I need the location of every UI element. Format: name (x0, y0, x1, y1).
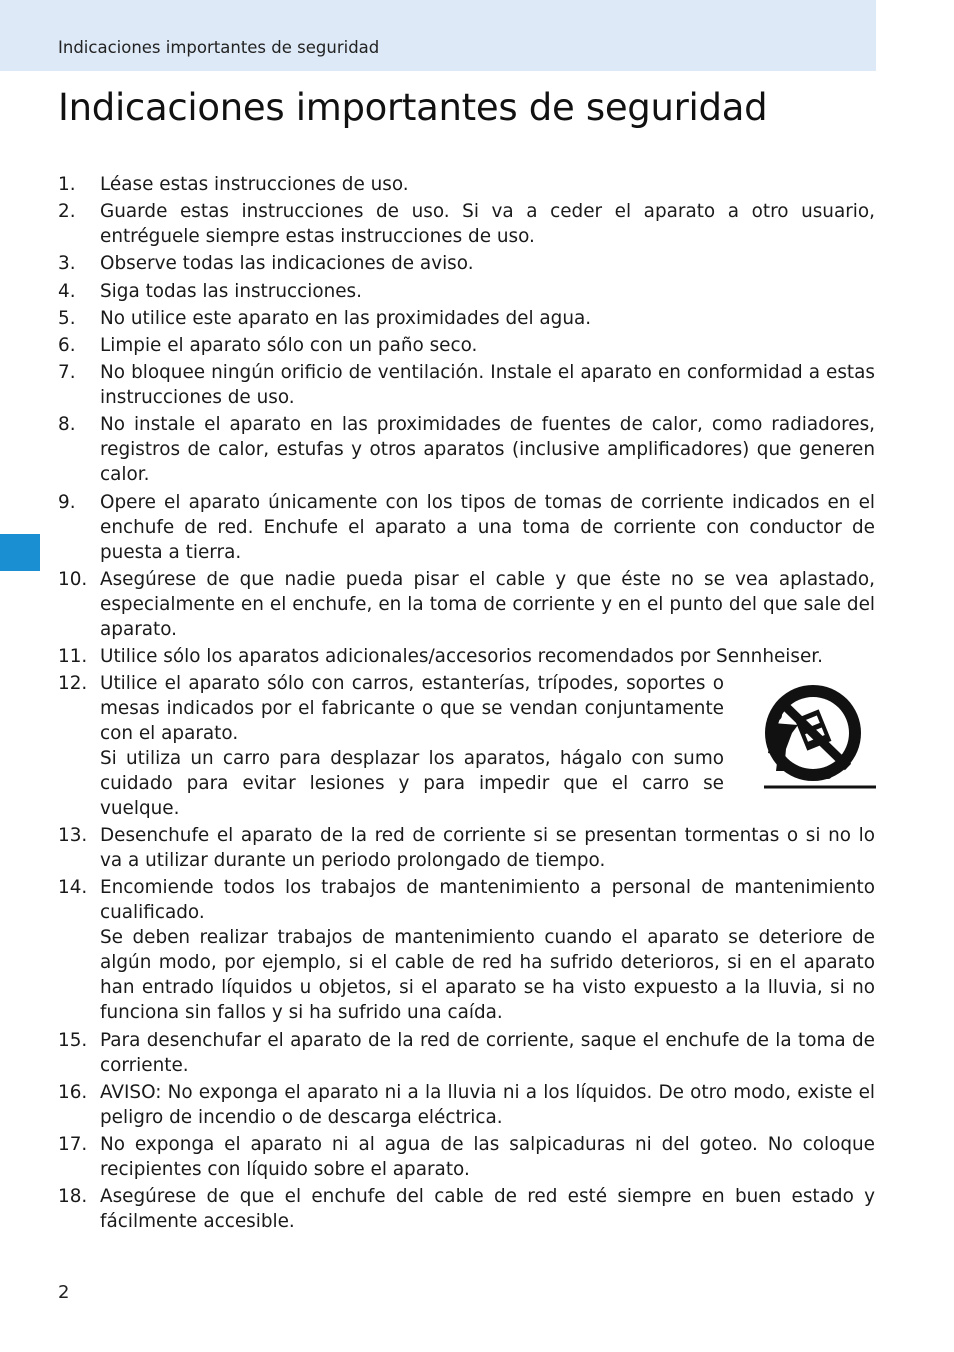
item-number: 3. (58, 253, 76, 275)
item-text: AVISO: No exponga el aparato ni a la lluvia ni a los líquidos. De otro modo, existe el peligro de incendio o de descarga eléctrica. (100, 1081, 875, 1128)
item-text: Asegúrese de que nadie pueda pisar el cable y que éste no se vea aplastado, especialmente en el enchufe, en la toma de corriente y en el punto del que sale del aparato. (100, 568, 875, 640)
item-text: Limpie el aparato sólo con un paño seco. (100, 334, 478, 356)
list-item (58, 671, 875, 821)
item-number: 18. (58, 1186, 88, 1208)
list-item (58, 1184, 875, 1234)
item-text: Encomiende todos los trabajos de mantenimiento a personal de mantenimiento cualificado. (100, 877, 875, 924)
header-band (0, 0, 876, 71)
page-number: 2 (58, 1282, 70, 1303)
list-item (58, 1028, 875, 1078)
item-text: Asegúrese de que el enchufe del cable de red esté siempre en buen estado y fácilmente accesible. (100, 1186, 875, 1233)
list-item (58, 279, 875, 304)
item-number: 16. (58, 1081, 88, 1103)
section-tab-marker (0, 534, 40, 571)
item-number: 10. (58, 568, 88, 590)
item-text: Utilice el aparato sólo con carros, estanterías, trípodes, soportes o mesas indicados por el fabricante o que se vendan conjuntamente con el aparato. (100, 673, 724, 745)
list-item (58, 875, 875, 1025)
page-title: Indicaciones importantes de seguridad (58, 86, 768, 129)
item-text: Desenchufe el aparato de la red de corriente si se presentan tormentas o si no lo va a utilizar durante un periodo prolongado de tiempo. (100, 825, 875, 872)
item-number: 11. (58, 645, 88, 667)
item-number: 6. (58, 334, 76, 356)
list-item (58, 306, 875, 331)
list-item (58, 823, 875, 873)
item-text: Opere el aparato únicamente con los tipos de tomas de corriente indicados en el enchufe de red. Enchufe el aparato a una toma de corriente con conductor de puesta a tierra. (100, 491, 875, 563)
list-item (58, 333, 875, 358)
item-number: 9. (58, 491, 76, 513)
item-text: Guarde estas instrucciones de uso. Si va a ceder el aparato a otro usuario, entréguele siempre estas instrucciones de uso. (100, 201, 875, 248)
item-number: 8. (58, 414, 76, 436)
item-text: No instale el aparato en las proximidades de fuentes de calor, como radiadores, registros de calor, estufas y otros aparatos (inclusive amplificadores) que generen calor. (100, 414, 875, 486)
item-text: Siga todas las instrucciones. (100, 280, 362, 302)
item-text: Se deben realizar trabajos de mantenimiento cuando el aparato se deteriore de algún modo, por ejemplo, si el cable de red ha sufrido deterioros, si en el aparato han entrado líquidos u objetos, si el aparato se ha visto expuesto a la lluvia, si no funciona sin fallos y si ha sufrido una caída. (100, 927, 875, 1024)
item-number: 17. (58, 1134, 88, 1155)
list-item (58, 412, 875, 487)
list-item (58, 172, 875, 197)
item-number: 13. (58, 825, 88, 847)
item-number: 1. (58, 174, 76, 195)
list-item (58, 360, 875, 410)
item-text: No utilice este aparato en las proximidades del agua. (100, 307, 592, 329)
item-number: 2. (58, 201, 76, 223)
item-number: 7. (58, 362, 76, 384)
safety-instructions-list (58, 172, 875, 1236)
item-number: 14. (58, 877, 88, 899)
list-item (58, 199, 875, 249)
item-text: Observe todas las indicaciones de aviso. (100, 253, 474, 275)
item-text: Utilice sólo los aparatos adicionales/accesorios recomendados por Sennheiser. (100, 645, 824, 667)
list-item (58, 1080, 875, 1130)
list-item (58, 251, 875, 276)
item-number: 12. (58, 673, 88, 695)
item-text: No bloquee ningún orificio de ventilación. Instale el aparato en conformidad a estas instrucciones de uso. (100, 362, 875, 409)
running-header: Indicaciones importantes de seguridad (58, 38, 380, 57)
item-number: 5. (58, 307, 76, 329)
item-number: 15. (58, 1029, 88, 1051)
item-number: 4. (58, 280, 76, 302)
item-text: Léase estas instrucciones de uso. (100, 174, 409, 195)
list-item (58, 567, 875, 642)
list-item (58, 1132, 875, 1182)
list-item (58, 644, 875, 669)
list-item (58, 490, 875, 565)
item-text: No exponga el aparato ni al agua de las salpicaduras ni del goteo. No coloque recipientes con líquido sobre el aparato. (100, 1134, 875, 1180)
item-text: Si utiliza un carro para desplazar los aparatos, hágalo con sumo cuidado para evitar lesiones y para impedir que el carro se vuelque. (100, 748, 724, 820)
item-text: Para desenchufar el aparato de la red de corriente, saque el enchufe de la toma de corriente. (100, 1029, 875, 1076)
cart-tip-over-warning-icon (758, 683, 878, 791)
